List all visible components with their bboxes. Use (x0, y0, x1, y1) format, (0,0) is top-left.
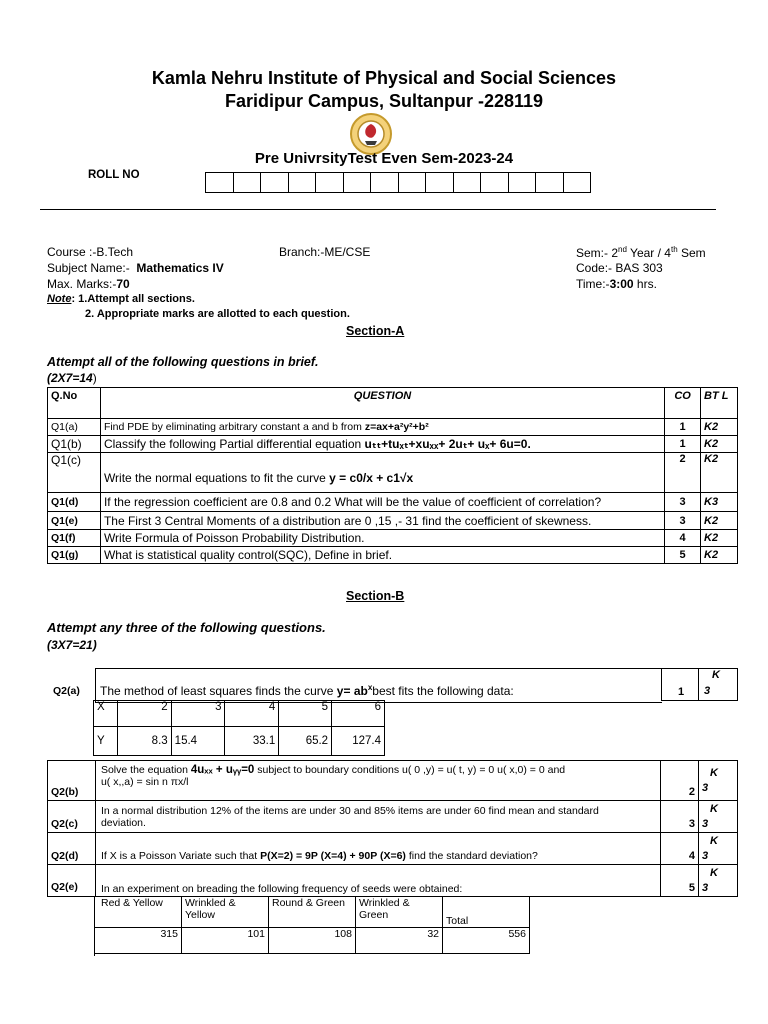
question-cell: Classify the following Partial differential equation uₜₜ+tuₓₜ+xuₓₓ+ 2uₜ+ uₓ+ 6u=0. (100, 436, 664, 453)
section-b-table (47, 760, 738, 897)
bt-cell: K2 (701, 512, 738, 530)
co-cell: 1 (665, 436, 701, 453)
qno-cell: Q1(f) (48, 530, 101, 547)
x-value: 5 (279, 701, 332, 727)
qno-cell: Q1(a) (48, 419, 101, 436)
q2b-qno: Q2(b) (48, 761, 96, 801)
q2d-bt: K 3 (699, 833, 738, 865)
x-value: 4 (225, 701, 279, 727)
question-cell: What is statistical quality control(SQC), Define in brief. (100, 547, 664, 564)
co-cell: 3 (665, 512, 701, 530)
roll-no-boxes[interactable] (205, 172, 591, 193)
question-header: QUESTION (100, 388, 664, 419)
section-a-table (47, 387, 738, 564)
co-cell: 1 (665, 419, 701, 436)
q2e-question: In an experiment on breading the following frequency of seeds were obtained: (95, 865, 660, 897)
table-row (48, 801, 738, 833)
seed-header: Round & Green (269, 897, 356, 927)
q2d-question: If X is a Poisson Variate such that P(X=2) = 9P (X=4) + 90P (X=6) find the standard deviation? (95, 833, 660, 865)
q2a-question: The method of least squares finds the curve $y= ab^xbest$ fits the following data: (100, 683, 514, 698)
qno-cell: Q1(d) (48, 493, 101, 512)
co-cell: 2 (665, 453, 701, 493)
course: Course :-B.Tech (47, 245, 134, 259)
co-cell: 5 (665, 547, 701, 564)
co-cell: 4 (665, 530, 701, 547)
seed-value: 101 (182, 927, 269, 953)
section-b-title: Section-B (346, 589, 405, 603)
section-b-marks: (3X7=21) (47, 638, 97, 652)
q2a-bt-1: K (712, 669, 720, 681)
y-value: 8.3 (117, 727, 171, 756)
q2b-question: Solve the equation 4uₓₓ + uᵧᵧ=0 subject to boundary conditions u( 0 ,y) = u( t, y) = 0 u( x,0) = 0 and u( x,,a) = sin n πx/l (95, 761, 660, 801)
section-a-header-row (48, 388, 738, 419)
q2d-qno: Q2(d) (48, 833, 96, 865)
table-row (48, 530, 738, 547)
x-value: 2 (117, 701, 171, 727)
bt-cell: K3 (701, 493, 738, 512)
seed-value: 108 (269, 927, 356, 953)
question-cell: Find PDE by eliminating arbitrary constant a and b from z=ax+a²y²+b² (100, 419, 664, 436)
y-value: 127.4 (332, 727, 385, 756)
qno-cell: Q1(g) (48, 547, 101, 564)
seed-header: Wrinkled & Green (356, 897, 443, 927)
q2a-qno: Q2(a) (53, 685, 80, 697)
y-value: 33.1 (225, 727, 279, 756)
seed-value: 556 (443, 927, 530, 953)
institute-name: Kamla Nehru Institute of Physical and Social Sciences (151, 68, 617, 88)
divider (40, 209, 716, 210)
q2b-bt: K 3 (699, 761, 738, 801)
qno-cell: Q1(e) (48, 512, 101, 530)
table-row (48, 547, 738, 564)
q2a-bt-2: 3 (704, 685, 711, 697)
x-label: X (94, 701, 118, 727)
q2c-bt: K 3 (699, 801, 738, 833)
semester: Sem:- 2nd Year / 4th Sem (576, 245, 706, 260)
roll-no-label: ROLL NO (88, 169, 140, 181)
table-row (48, 512, 738, 530)
question-cell: If the regression coefficient are 0.8 and 0.2 What will be the value of coefficient of correlation? (100, 493, 664, 512)
q2e-co: 5 (661, 865, 699, 897)
q2c-co: 3 (661, 801, 699, 833)
course-code: Code:- BAS 303 (576, 261, 663, 275)
qno-cell: Q1(b) (48, 436, 101, 453)
q2c-qno: Q2(c) (48, 801, 96, 833)
y-value: 15.4 (171, 727, 225, 756)
section-a-marks: (2X7=14) (47, 371, 97, 385)
question-cell: Write the normal equations to fit the curve y = c0/x + c1√x (100, 453, 664, 493)
co-header: CO (665, 388, 701, 419)
q2e-seed-table (94, 897, 530, 954)
section-b-instruction: Attempt any three of the following questions. (47, 620, 326, 635)
question-cell: The First 3 Central Moments of a distribution are 0 ,15 ,- 31 find the coefficient of skewness. (100, 512, 664, 530)
x-row (94, 701, 385, 727)
section-a-instruction: Attempt all of the following questions in brief. (47, 355, 319, 369)
table-row (48, 419, 738, 436)
bt-cell: K2 (701, 436, 738, 453)
table-row (48, 761, 738, 801)
y-row (94, 727, 385, 756)
seed-value: 32 (356, 927, 443, 953)
seed-header: Wrinkled & Yellow (182, 897, 269, 927)
bt-cell: K2 (701, 547, 738, 564)
table-row (48, 493, 738, 512)
q2e-bt: K 3 (699, 865, 738, 897)
q2d-co: 4 (661, 833, 699, 865)
seed-header: Red & Yellow (95, 897, 182, 927)
max-marks: Max. Marks:-70 (47, 277, 130, 291)
co-cell: 3 (665, 493, 701, 512)
campus-name: Faridipur Campus, Sultanpur -228119 (224, 91, 544, 111)
qno-cell: Q1(c) (48, 453, 101, 493)
note-line-2: 2. Appropriate marks are allotted to each question. (85, 308, 350, 320)
table-row (48, 436, 738, 453)
seed-value-row (95, 927, 530, 953)
q2e-qno: Q2(e) (48, 865, 96, 897)
table-row (48, 453, 738, 493)
table-row (48, 833, 738, 865)
q2a-co: 1 (678, 686, 685, 698)
q2b-co: 2 (661, 761, 699, 801)
question-cell: Write Formula of Poisson Probability Distribution. (100, 530, 664, 547)
q2c-question: In a normal distribution 12% of the items are under 30 and 85% items are under 60 find mean and standard deviation. (95, 801, 660, 833)
bt-cell: K2 (701, 453, 738, 493)
exam-title: Pre UnivrsityTest Even Sem-2023-24 (254, 150, 514, 167)
table-row (48, 865, 738, 897)
qno-header: Q.No (48, 388, 101, 419)
bt-cell: K2 (701, 530, 738, 547)
subject-name: Subject Name:- Mathematics IV (47, 261, 224, 275)
seed-header-row (95, 897, 530, 927)
time: Time:-3:00 hrs. (576, 277, 657, 291)
section-a-title: Section-A (346, 324, 405, 338)
seed-value: 315 (95, 927, 182, 953)
btl-header: BT L (701, 388, 738, 419)
q2a-data-table (93, 700, 385, 756)
y-value: 65.2 (279, 727, 332, 756)
seed-header: Total (443, 897, 530, 927)
branch: Branch:-ME/CSE (279, 245, 371, 259)
x-value: 3 (171, 701, 225, 727)
note-line-1: Note: 1.Attempt all sections. (47, 293, 195, 305)
y-label: Y (94, 727, 118, 756)
bt-cell: K2 (701, 419, 738, 436)
x-value: 6 (332, 701, 385, 727)
